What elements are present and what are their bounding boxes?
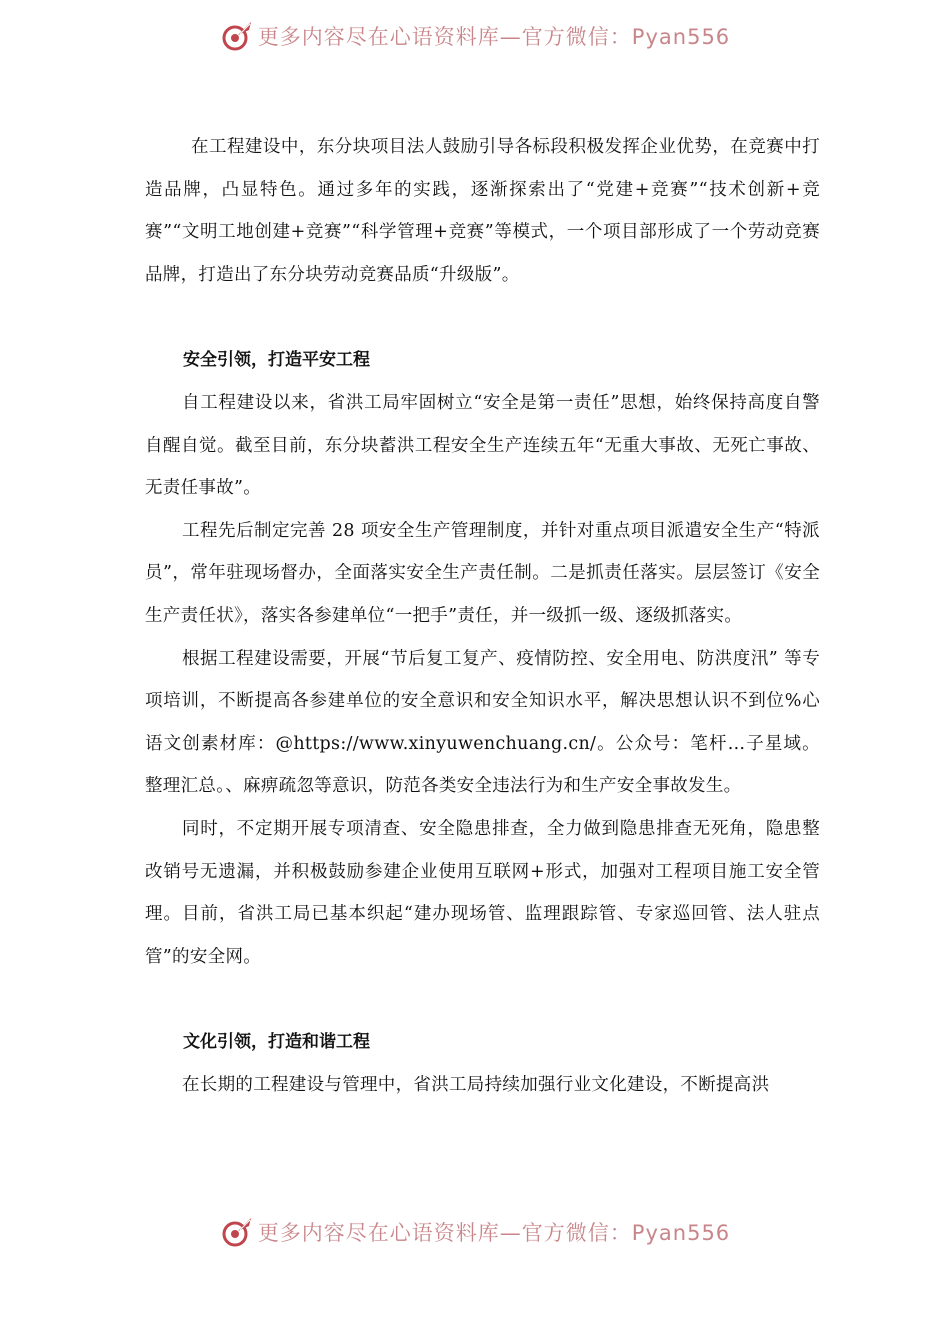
paragraph-hazard-inspection: 同时，不定期开展专项清查、安全隐患排查，全力做到隐患排查无死角，隐患整改销号无遗漏，并积极鼓励参建企业使用互联网+形式，加强对工程项目施工安全管理。目前，省洪工局已基本织起“建办现场管、监理跟踪管、专家巡回管、法人驻点管”的安全网。 (145, 818, 820, 967)
paragraph-safety-training: 根据工程建设需要，开展“节后复工复产、疫情防控、安全用电、防洪度汛” 等专项培训，不断提高各参建单位的安全意识和安全知识水平，解决思想认识不到位%心语文创素材库：@https://www.xinyuwenchuang.cn/。公众号：笔杆…子星域。整理汇总。、麻痹疏忽等意识，防范各类安全违法行为和生产安全事故发生。 (145, 648, 820, 797)
paragraph-safety-rules: 工程先后制定完善 28 项安全生产管理制度，并针对重点项目派遣安全生产“特派员”，常年驻现场督办，全面落实安全生产责任制。二是抓责任落实。层层签订《安全生产责任状》，落实各参建单位“一把手”责任，并一级抓一级、逐级抓落实。 (145, 520, 820, 626)
paragraph-labor-competition: 在工程建设中，东分块项目法人鼓励引导各标段积极发挥企业优势，在竞赛中打造品牌，凸显特色。通过多年的实践，逐渐探索出了“党建+竞赛”“技术创新+竞赛”“文明工地创建+竞赛”“科学管理+竞赛”等模式，一个项目部形成了一个劳动竞赛品牌，打造出了东分块劳动竞赛品质“升级版”。 (145, 137, 820, 285)
paragraph-safety-responsibility: 自工程建设以来，省洪工局牢固树立“安全是第一责任”思想，始终保持高度自警自醒自觉。截至目前，东分块蓄洪工程安全生产连续五年“无重大事故、无死亡事故、无责任事故”。 (145, 392, 820, 499)
section-gap (145, 978, 820, 1021)
document-body (145, 126, 820, 1106)
paragraph-culture: 在长期的工程建设与管理中，省洪工局持续加强行业文化建设，不断提高洪 (182, 1074, 770, 1095)
section-gap (145, 296, 820, 339)
section-heading-safety: 安全引领，打造平安工程 (183, 350, 370, 371)
footer-watermark-banner (0, 1212, 950, 1252)
quill-pen-logo-icon (220, 1215, 254, 1249)
quill-pen-logo-icon (220, 19, 254, 53)
header-watermark-banner (0, 16, 950, 56)
section-heading-culture: 文化引领，打造和谐工程 (183, 1032, 370, 1053)
banner-text: 更多内容尽在心语资料库—官方微信：Pyan556 (257, 1221, 731, 1245)
banner-text: 更多内容尽在心语资料库—官方微信：Pyan556 (257, 25, 731, 49)
